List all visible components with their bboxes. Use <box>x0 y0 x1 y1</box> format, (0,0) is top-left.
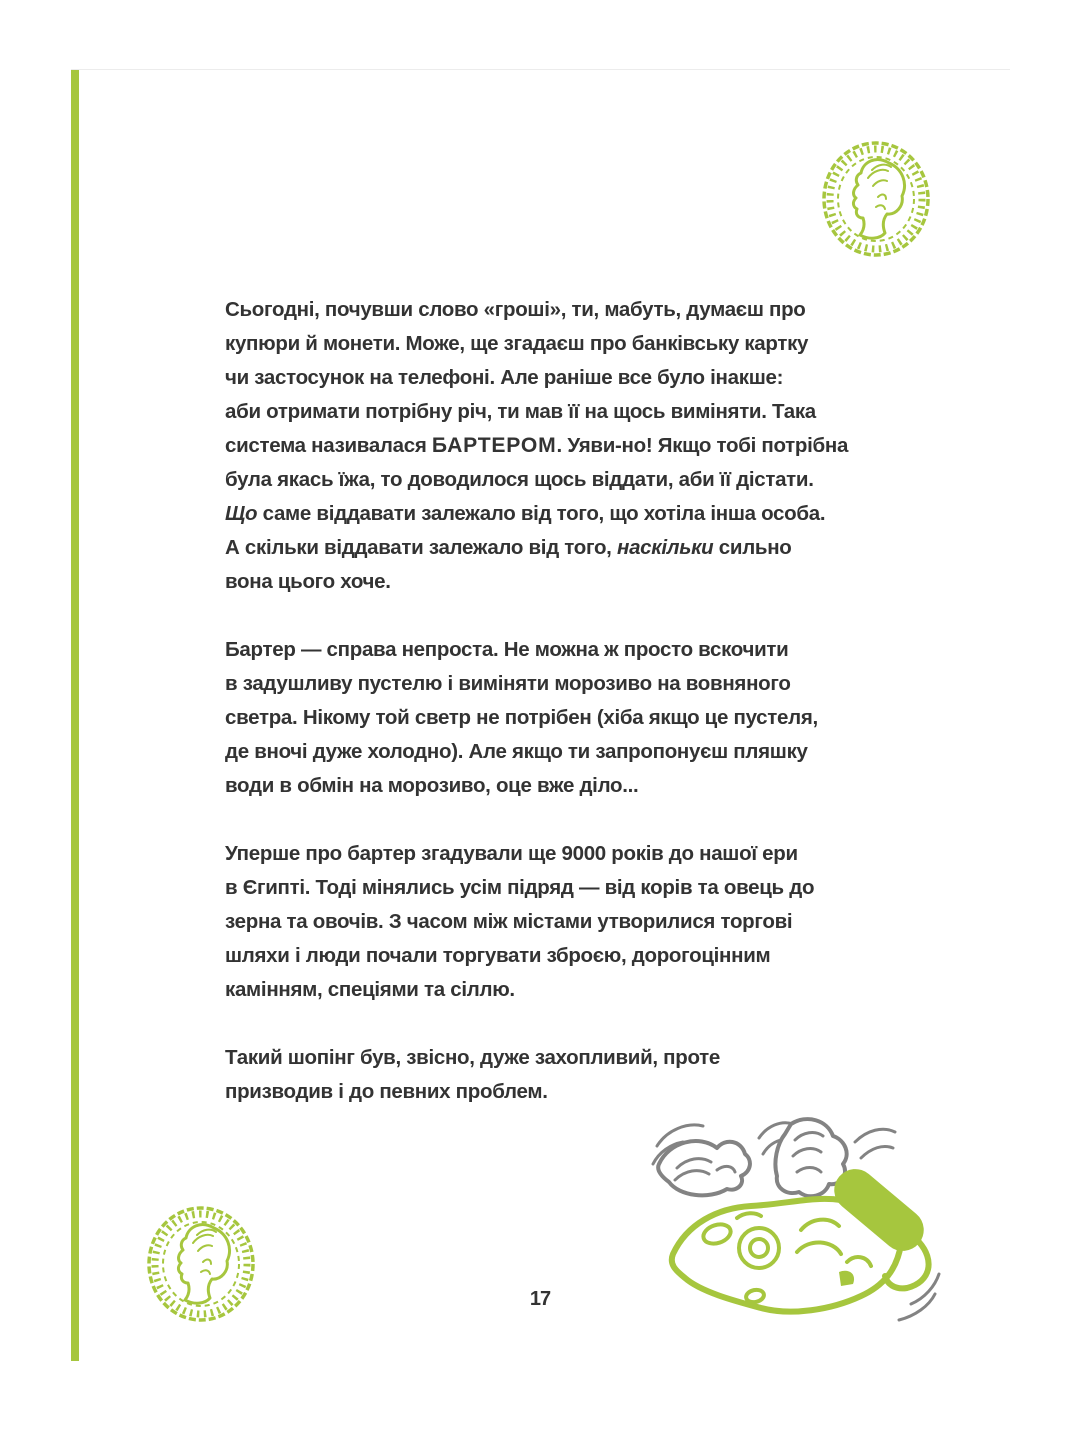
coin-profile-doodle-icon <box>141 1202 261 1326</box>
text-segment: зерна та овочів. З часом між містами утворилися торгові <box>225 910 793 933</box>
text-segment: А скільки віддавати залежало від того, <box>225 536 617 559</box>
text-segment: сильно <box>713 536 792 559</box>
paragraph <box>225 633 915 803</box>
text-segment: Уперше про бартер згадували ще 9000 років до нашої ери <box>225 842 798 865</box>
text-segment: чи застосунок на телефоні. Але раніше все було інакше: <box>225 366 784 389</box>
text-segment: аби отримати потрібну річ, ти мав її на щось виміняти. Така <box>225 400 816 423</box>
page-number: 17 <box>529 1288 551 1310</box>
coin-profile-doodle-icon <box>816 137 936 261</box>
text-segment: де вночі дуже холодно). Але якщо ти запропонуєш пляшку <box>225 740 808 763</box>
text-segment: Сьогодні, почувши слово «гроші», ти, мабуть, думаєш про <box>225 298 806 321</box>
page-top-rule <box>71 69 1010 70</box>
text-segment: Такий шопінг був, звісно, дуже захопливий, проте <box>225 1046 721 1069</box>
paragraph <box>225 837 915 1007</box>
text-segment: саме віддавати залежало від того, що хотіла інша особа. <box>257 502 826 525</box>
text-segment: система називалася <box>225 434 432 457</box>
text-segment: светра. Нікому той светр не потрібен (хіба якщо це пустеля, <box>225 706 818 729</box>
text-segment: води в обмін на морозиво, оце вже діло... <box>225 774 639 797</box>
body-text <box>225 293 915 1143</box>
text-segment: наскільки <box>616 536 714 559</box>
text-segment: в Єгипті. Тоді мінялись усім підряд — від корів та овець до <box>225 876 815 899</box>
paragraph <box>225 293 915 599</box>
text-segment: БАРТЕРОМ <box>431 434 557 457</box>
text-segment: купюри й монети. Може, ще згадаєш про банківську картку <box>225 332 809 355</box>
text-segment: . Уяви-но! Якщо тобі потрібна <box>556 434 849 457</box>
text-segment: була якась їжа, то доводилося щось віддати, аби її дістати. <box>225 468 814 491</box>
winged-banknote-doodle-icon <box>643 1110 970 1340</box>
text-segment: шляхи і люди почали торгувати зброєю, дорогоцінним <box>225 944 771 967</box>
text-segment: вона цього хоче. <box>225 570 391 593</box>
text-segment: Що <box>225 502 258 525</box>
text-segment: камінням, спеціями та сіллю. <box>225 978 515 1001</box>
text-segment: в задушливу пустелю і виміняти морозиво на вовняного <box>225 672 791 695</box>
text-segment: призводив і до певних проблем. <box>225 1080 548 1103</box>
text-segment: Бартер — справа непроста. Не можна ж просто вскочити <box>225 638 789 661</box>
left-accent-bar <box>71 70 79 1361</box>
paragraph <box>225 1041 915 1109</box>
